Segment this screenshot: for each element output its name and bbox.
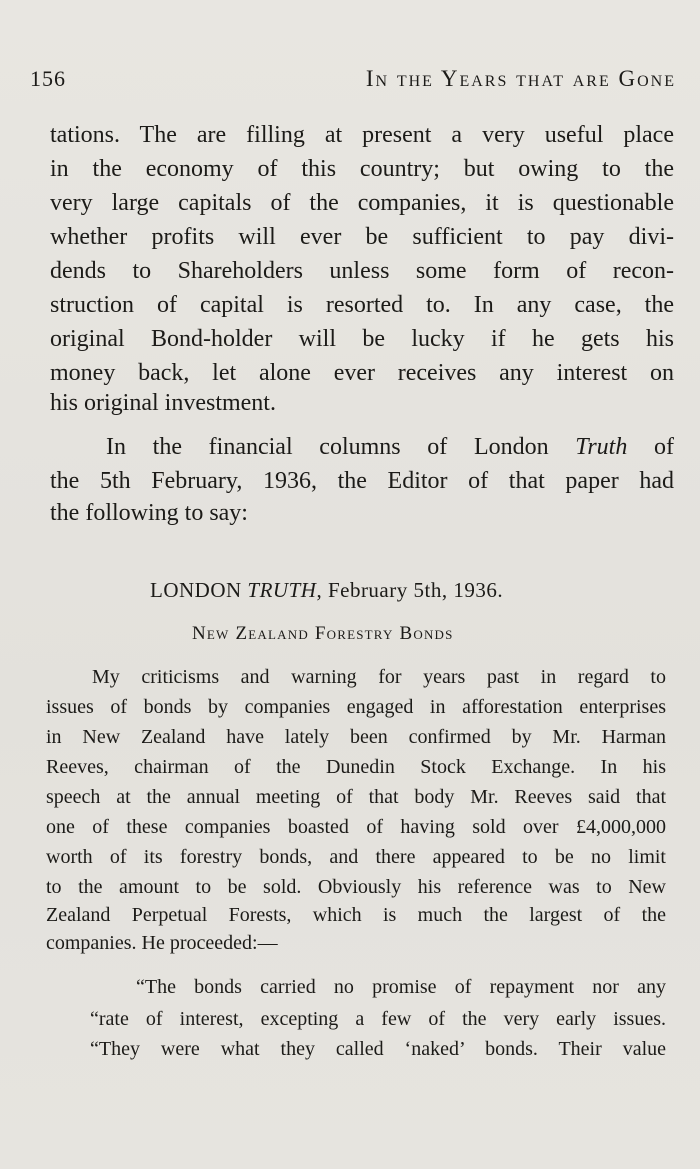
quote-line: My criticisms and warning for years past in regard to (92, 666, 666, 688)
inner-quote-line: “rate of interest, excepting a few of the very early issues. (90, 1008, 666, 1030)
quote-line: to the amount to be sold. Obviously his reference was to New (46, 876, 666, 898)
quote-line: in New Zealand have lately been confirmed by Mr. Harman (46, 726, 666, 748)
inner-quote-line: “They were what they called ‘naked’ bonds. Their value (90, 1038, 666, 1060)
body-line: struction of capital is resorted to. In any case, the (50, 292, 674, 318)
running-head (30, 66, 676, 98)
page-number: 156 (30, 66, 66, 91)
quote-line: one of these companies boasted of having sold over £4,000,000 (46, 816, 666, 838)
quote-subheading: New Zealand Forestry Bonds (192, 623, 454, 644)
body-line: money back, let alone ever receives any interest on (50, 360, 674, 386)
body-line: the following to say: (50, 500, 248, 526)
body-line: the 5th February, 1936, the Editor of that paper had (50, 468, 674, 494)
quote-heading-text: LONDON (150, 578, 248, 602)
quote-line: companies. He proceeded:— (46, 932, 278, 954)
quote-heading (150, 578, 503, 603)
quote-heading-date: , February 5th, 1936. (316, 578, 504, 602)
publication-title: TRUTH (247, 578, 317, 602)
quote-line: issues of bonds by companies engaged in afforestation enterprises (46, 696, 666, 718)
inner-quote-line: “The bonds carried no promise of repayment nor any (136, 976, 666, 998)
body-line: very large capitals of the companies, it is questionable (50, 190, 674, 216)
quote-line: speech at the annual meeting of that body Mr. Reeves said that (46, 786, 666, 808)
body-line (106, 434, 674, 466)
body-line: whether profits will ever be sufficient to pay divi- (50, 224, 674, 250)
body-text: In the financial columns of London (106, 434, 576, 460)
quote-line: worth of its forestry bonds, and there appeared to be no limit (46, 846, 666, 868)
quote-line: Reeves, chairman of the Dunedin Stock Exchange. In his (46, 756, 666, 778)
publication-title: Truth (575, 434, 628, 460)
body-text: of (627, 434, 674, 460)
quote-line: Zealand Perpetual Forests, which is much the largest of the (46, 904, 666, 926)
body-line: his original investment. (50, 390, 276, 416)
running-title: In the Years that are Gone (365, 66, 676, 91)
body-line: original Bond-holder will be lucky if he gets his (50, 326, 674, 352)
body-line: tations. The are filling at present a very useful place (50, 122, 674, 148)
body-line: dends to Shareholders unless some form of recon- (50, 258, 674, 284)
body-line: in the economy of this country; but owing to the (50, 156, 674, 182)
